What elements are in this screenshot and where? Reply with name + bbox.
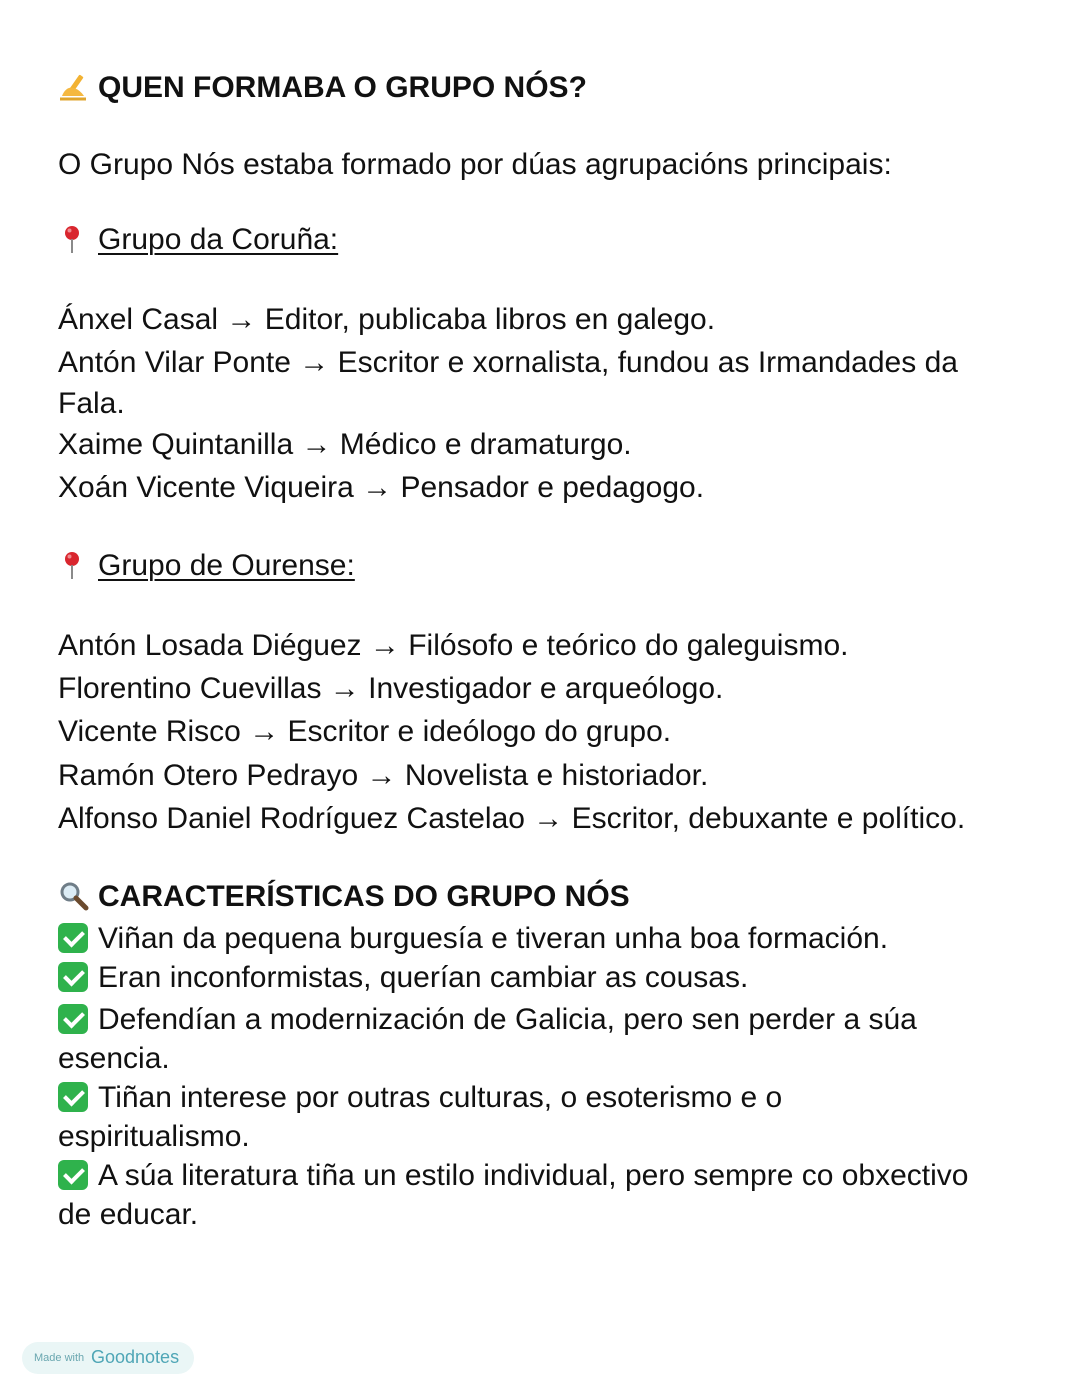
member-line: Antón Losada Diéguez → Filósofo e teórico do galeguismo. [58,629,849,662]
characteristic-item: Viñan da pequena burguesía e tiveran unha boa formación. [58,919,888,959]
subheading-text: Grupo da Coruña: [98,223,339,256]
characteristic-continuation: esencia. [58,1042,170,1075]
member-line: Florentino Cuevillas → Investigador e arqueólogo. [58,672,724,705]
pushpin-icon [58,550,92,580]
member-line: Xoán Vicente Viqueira → Pensador e pedagogo. [58,471,705,504]
member-line: Ánxel Casal → Editor, publicaba libros en galego. [58,303,716,336]
check-mark-icon [58,1082,88,1112]
heading-text: QUEN FORMABA O GRUPO NÓS? [98,71,587,104]
writing-hand-icon [58,72,92,102]
characteristic-item: Tiñan interese por outras culturas, o esoterismo e o [58,1078,782,1118]
section-heading-quen-formaba [58,68,587,108]
heading-text: CARACTERÍSTICAS DO GRUPO NÓS [98,880,630,913]
pushpin-icon [58,224,92,254]
subheading-text: Grupo de Ourense: [98,549,355,582]
made-with-goodnotes-badge[interactable] [22,1342,194,1374]
member-line: Vicente Risco → Escritor e ideólogo do grupo. [58,715,672,748]
check-mark-icon [58,1004,88,1034]
characteristic-item: Eran inconformistas, querían cambiar as cousas. [58,958,748,998]
magnifying-glass-icon [58,881,92,911]
member-line: Fala. [58,387,125,420]
badge-brand: Goodnotes [91,1347,180,1367]
subheading-grupo-coruna [58,220,338,260]
check-mark-icon [58,962,88,992]
member-line: Ramón Otero Pedrayo → Novelista e historiador. [58,759,709,792]
subheading-grupo-ourense [58,546,355,586]
check-mark-icon [58,1160,88,1190]
member-line: Alfonso Daniel Rodríguez Castelao → Escritor, debuxante e político. [58,802,966,835]
badge-made-with: Made with [34,1352,85,1364]
characteristic-continuation: de educar. [58,1198,199,1231]
intro-text: O Grupo Nós estaba formado por dúas agrupacións principais: [58,148,892,181]
section-heading-caracteristicas [58,877,630,917]
characteristic-item: Defendían a modernización de Galicia, pero sen perder a súa [58,1000,917,1040]
member-line: Xaime Quintanilla → Médico e dramaturgo. [58,428,632,461]
characteristic-item: A súa literatura tiña un estilo individual, pero sempre co obxectivo [58,1156,968,1196]
characteristic-continuation: espiritualismo. [58,1120,250,1153]
member-line: Antón Vilar Ponte → Escritor e xornalista, fundou as Irmandades da [58,346,958,379]
check-mark-icon [58,923,88,953]
